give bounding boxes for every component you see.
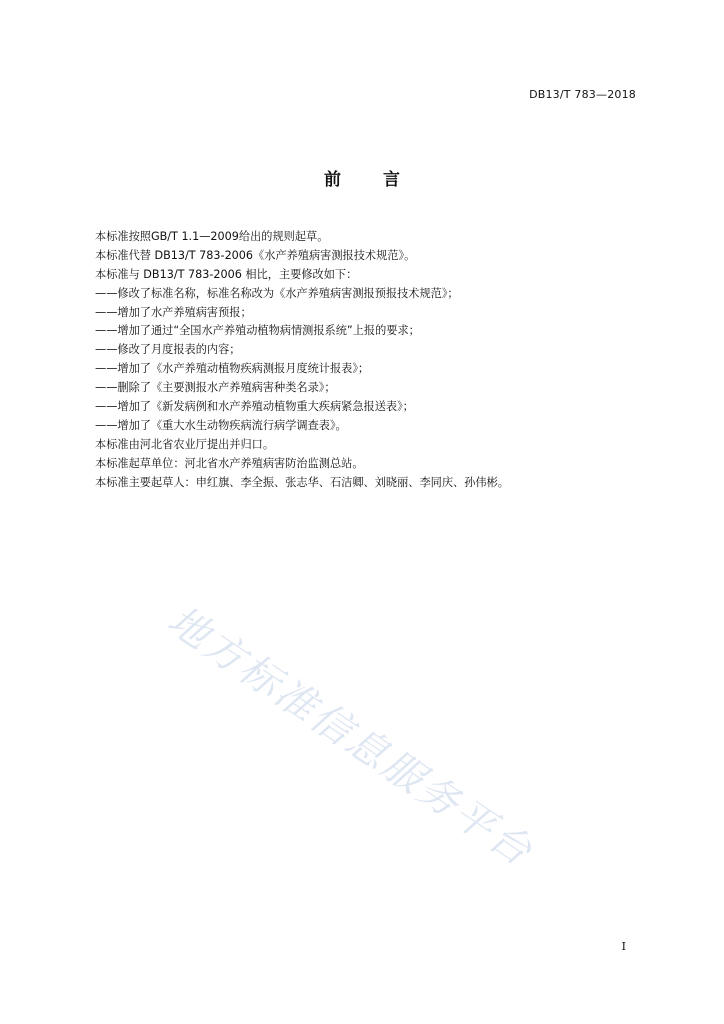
- page-title: 前言: [324, 170, 442, 190]
- body-line: ——增加了《新发病例和水产养殖动植物重大疾病紧急报送表》；: [95, 400, 414, 414]
- document-code: DB13/T 783—2018: [529, 88, 636, 101]
- body-line: 本标准起草单位：河北省水产养殖病害防治监测总站。: [95, 456, 364, 470]
- watermark-text: 地方标准信息服务平台: [159, 597, 542, 877]
- body-line: 本标准由河北省农业厅提出并归口。: [95, 437, 275, 451]
- body-line: ——增加了《重大水生动物疾病流行病学调查表》。: [95, 418, 347, 432]
- body-line: ——增加了水产养殖病害预报；: [95, 305, 252, 319]
- body-line: 本标准按照GB/T 1.1—2009给出的规则起草。: [95, 230, 329, 243]
- body-line: ——修改了月度报表的内容；: [95, 343, 241, 357]
- body-line: 本标准代替 DB13/T 783-2006《水产养殖病害测报技术规范》。: [95, 248, 416, 262]
- foreword-body: [95, 228, 655, 492]
- body-line: ——增加了《水产养殖动植物疾病测报月度统计报表》；: [95, 362, 370, 376]
- body-line: ——修改了标准名称，标准名称改为《水产养殖病害测报预报技术规范》；: [95, 286, 459, 300]
- body-line: 本标准主要起草人：申红旗、李全振、张志华、石洁卿、刘晓丽、李同庆、孙伟彬。: [95, 475, 509, 489]
- page-number: I: [621, 940, 626, 953]
- body-line: ——增加了通过“全国水产养殖动植物病情测报系统”上报的要求；: [95, 324, 420, 338]
- body-line: 本标准与 DB13/T 783-2006 相比，主要修改如下：: [95, 267, 358, 281]
- body-line: ——删除了《主要测报水产养殖病害种类名录》；: [95, 381, 336, 395]
